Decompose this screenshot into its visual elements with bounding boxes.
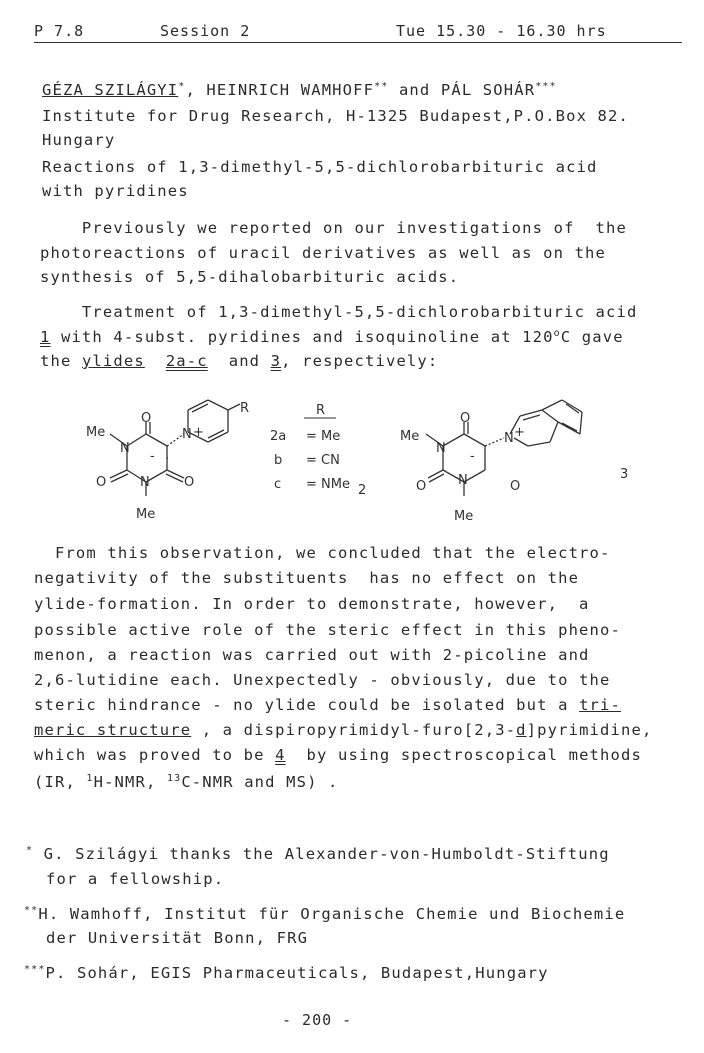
author-3-mark: *** (535, 81, 557, 92)
subscript-2: 2 (358, 483, 367, 498)
para3-line-6: 2,6-lutidine each. Unexpectedly - obviously, due to the (34, 671, 611, 689)
degree-mark: o (553, 328, 561, 339)
affiliation-line-2: Hungary (42, 131, 116, 149)
me-label-3: Me (400, 429, 420, 444)
row-c-id: c (274, 477, 282, 492)
ylide-3-structure (426, 400, 582, 496)
scheme-drawing (80, 398, 640, 528)
o-label-3: O (184, 475, 195, 490)
compound-3-label: 3 (620, 467, 629, 482)
footnote-3: ***P. Sohár, EGIS Pharmaceuticals, Budapest,Hungary (24, 964, 549, 982)
compound-2ac-ref: 2a-c (165, 352, 208, 370)
para2-line-1: Treatment of 1,3-dimethyl-5,5-dichlorobarbituric acid (40, 303, 638, 321)
footnote-2-line-2: der Universität Bonn, FRG (46, 929, 309, 947)
author-2: , HEINRICH WAMHOFF (185, 81, 375, 99)
title-line-1: Reactions of 1,3-dimethyl-5,5-dichlorobarbituric acid (42, 158, 598, 176)
reaction-scheme (80, 398, 640, 528)
o-label-4: O (460, 411, 471, 426)
footnote-2-mark: ** (24, 905, 39, 916)
me-label-2: Me (136, 507, 156, 522)
trimeric-term-b: meric structure (34, 721, 192, 739)
para2-line-3: the ylides 2a-c and 3, respectively: (40, 352, 439, 370)
session-time: Tue 15.30 - 16.30 hrs (396, 22, 607, 40)
o-label-6: O (510, 479, 521, 494)
n-label-5: N (458, 473, 468, 488)
me-label-4: Me (454, 509, 474, 524)
n-label-2: N (140, 475, 150, 490)
affiliation-line-1: Institute for Drug Research, H-1325 Budapest,P.O.Box 82. (42, 107, 629, 125)
n-label-6: N (504, 431, 514, 446)
minus-label-2: - (470, 449, 475, 464)
para1-line-2: photoreactions of uracil derivatives as well as on the (40, 244, 607, 262)
author-2-mark: ** (374, 81, 389, 92)
para3-line-3: ylide-formation. In order to demonstrate, however, a (34, 595, 590, 613)
plus-label-2: + (514, 425, 525, 440)
author-1-mark: * (178, 81, 186, 92)
poster-number: P 7.8 (34, 22, 85, 40)
para1-line-3: synthesis of 5,5-dihalobarbituric acids. (40, 268, 460, 286)
author-1: GÉZA SZILÁGYI (42, 81, 179, 99)
para3-line-2: negativity of the substituents has no effect on the (34, 569, 580, 587)
para3-line-9: which was proved to be 4 by using spectroscopical methods (34, 746, 642, 764)
para3-line-5: menon, a reaction was carried out with 2-picoline and (34, 646, 590, 664)
compound-3-ref: 3 (270, 352, 282, 370)
footnote-1-line-2: for a fellowship. (46, 870, 225, 888)
ylides-term: ylides (81, 352, 145, 370)
row-2a-id: 2a (270, 429, 287, 444)
trimeric-term-a: tri- (579, 696, 621, 714)
footnote-3-mark: *** (24, 964, 46, 975)
compound-1-ref: 1 (40, 328, 51, 346)
substituent-table (270, 403, 366, 498)
o-label-2: O (96, 475, 107, 490)
o-label-5: O (416, 479, 427, 494)
r-header: R (316, 403, 326, 418)
session-label: Session 2 (160, 22, 251, 40)
n-label-4: N (436, 441, 446, 456)
row-c-value: = NMe (306, 477, 350, 492)
para1-line-1: Previously we reported on our investigations of the (40, 219, 627, 237)
n-label-3: N (182, 427, 192, 442)
para2-line-2: 1 with 4-subst. pyridines and isoquinoline at 120$^o$C gave (40, 328, 624, 346)
title-line-2: with pyridines (42, 182, 189, 200)
compound-4-ref: 4 (275, 746, 286, 764)
para3-line-1: From this observation, we concluded that the electro- (34, 544, 611, 562)
row-b-value: = CN (306, 453, 340, 468)
author-line (42, 80, 557, 100)
para3-line-4: possible active role of the steric effect in this pheno- (34, 621, 621, 639)
para3-line-7: steric hindrance - no ylide could be isolated but a tri- (34, 696, 621, 714)
footnote-1-mark: * (26, 845, 34, 856)
minus-label-1: - (150, 449, 155, 464)
plus-label-1: + (193, 425, 204, 440)
r-label: R (240, 401, 250, 416)
n-label-1: N (120, 441, 130, 456)
para3-line-10: (IR, $^1$H-NMR, $^{13}$C-NMR and MS) . (34, 773, 339, 791)
row-b-id: b (274, 453, 283, 468)
footnote-2: **H. Wamhoff, Institut für Organische Chemie und Biochemie (24, 905, 626, 923)
para3-line-8: meric structure , a dispiropyrimidyl-furo[2,3-d]pyrimidine, (34, 721, 653, 739)
row-2a-value: = Me (306, 429, 341, 444)
page-header (34, 20, 682, 43)
author-3: and PÁL SOHÁR (388, 81, 536, 99)
o-label-1: O (141, 411, 152, 426)
footnote-1: * G. Szilágyi thanks the Alexander-von-Humboldt-Stiftung (26, 845, 610, 863)
page-number: - 200 - (282, 1011, 353, 1029)
me-label-1: Me (86, 425, 106, 440)
